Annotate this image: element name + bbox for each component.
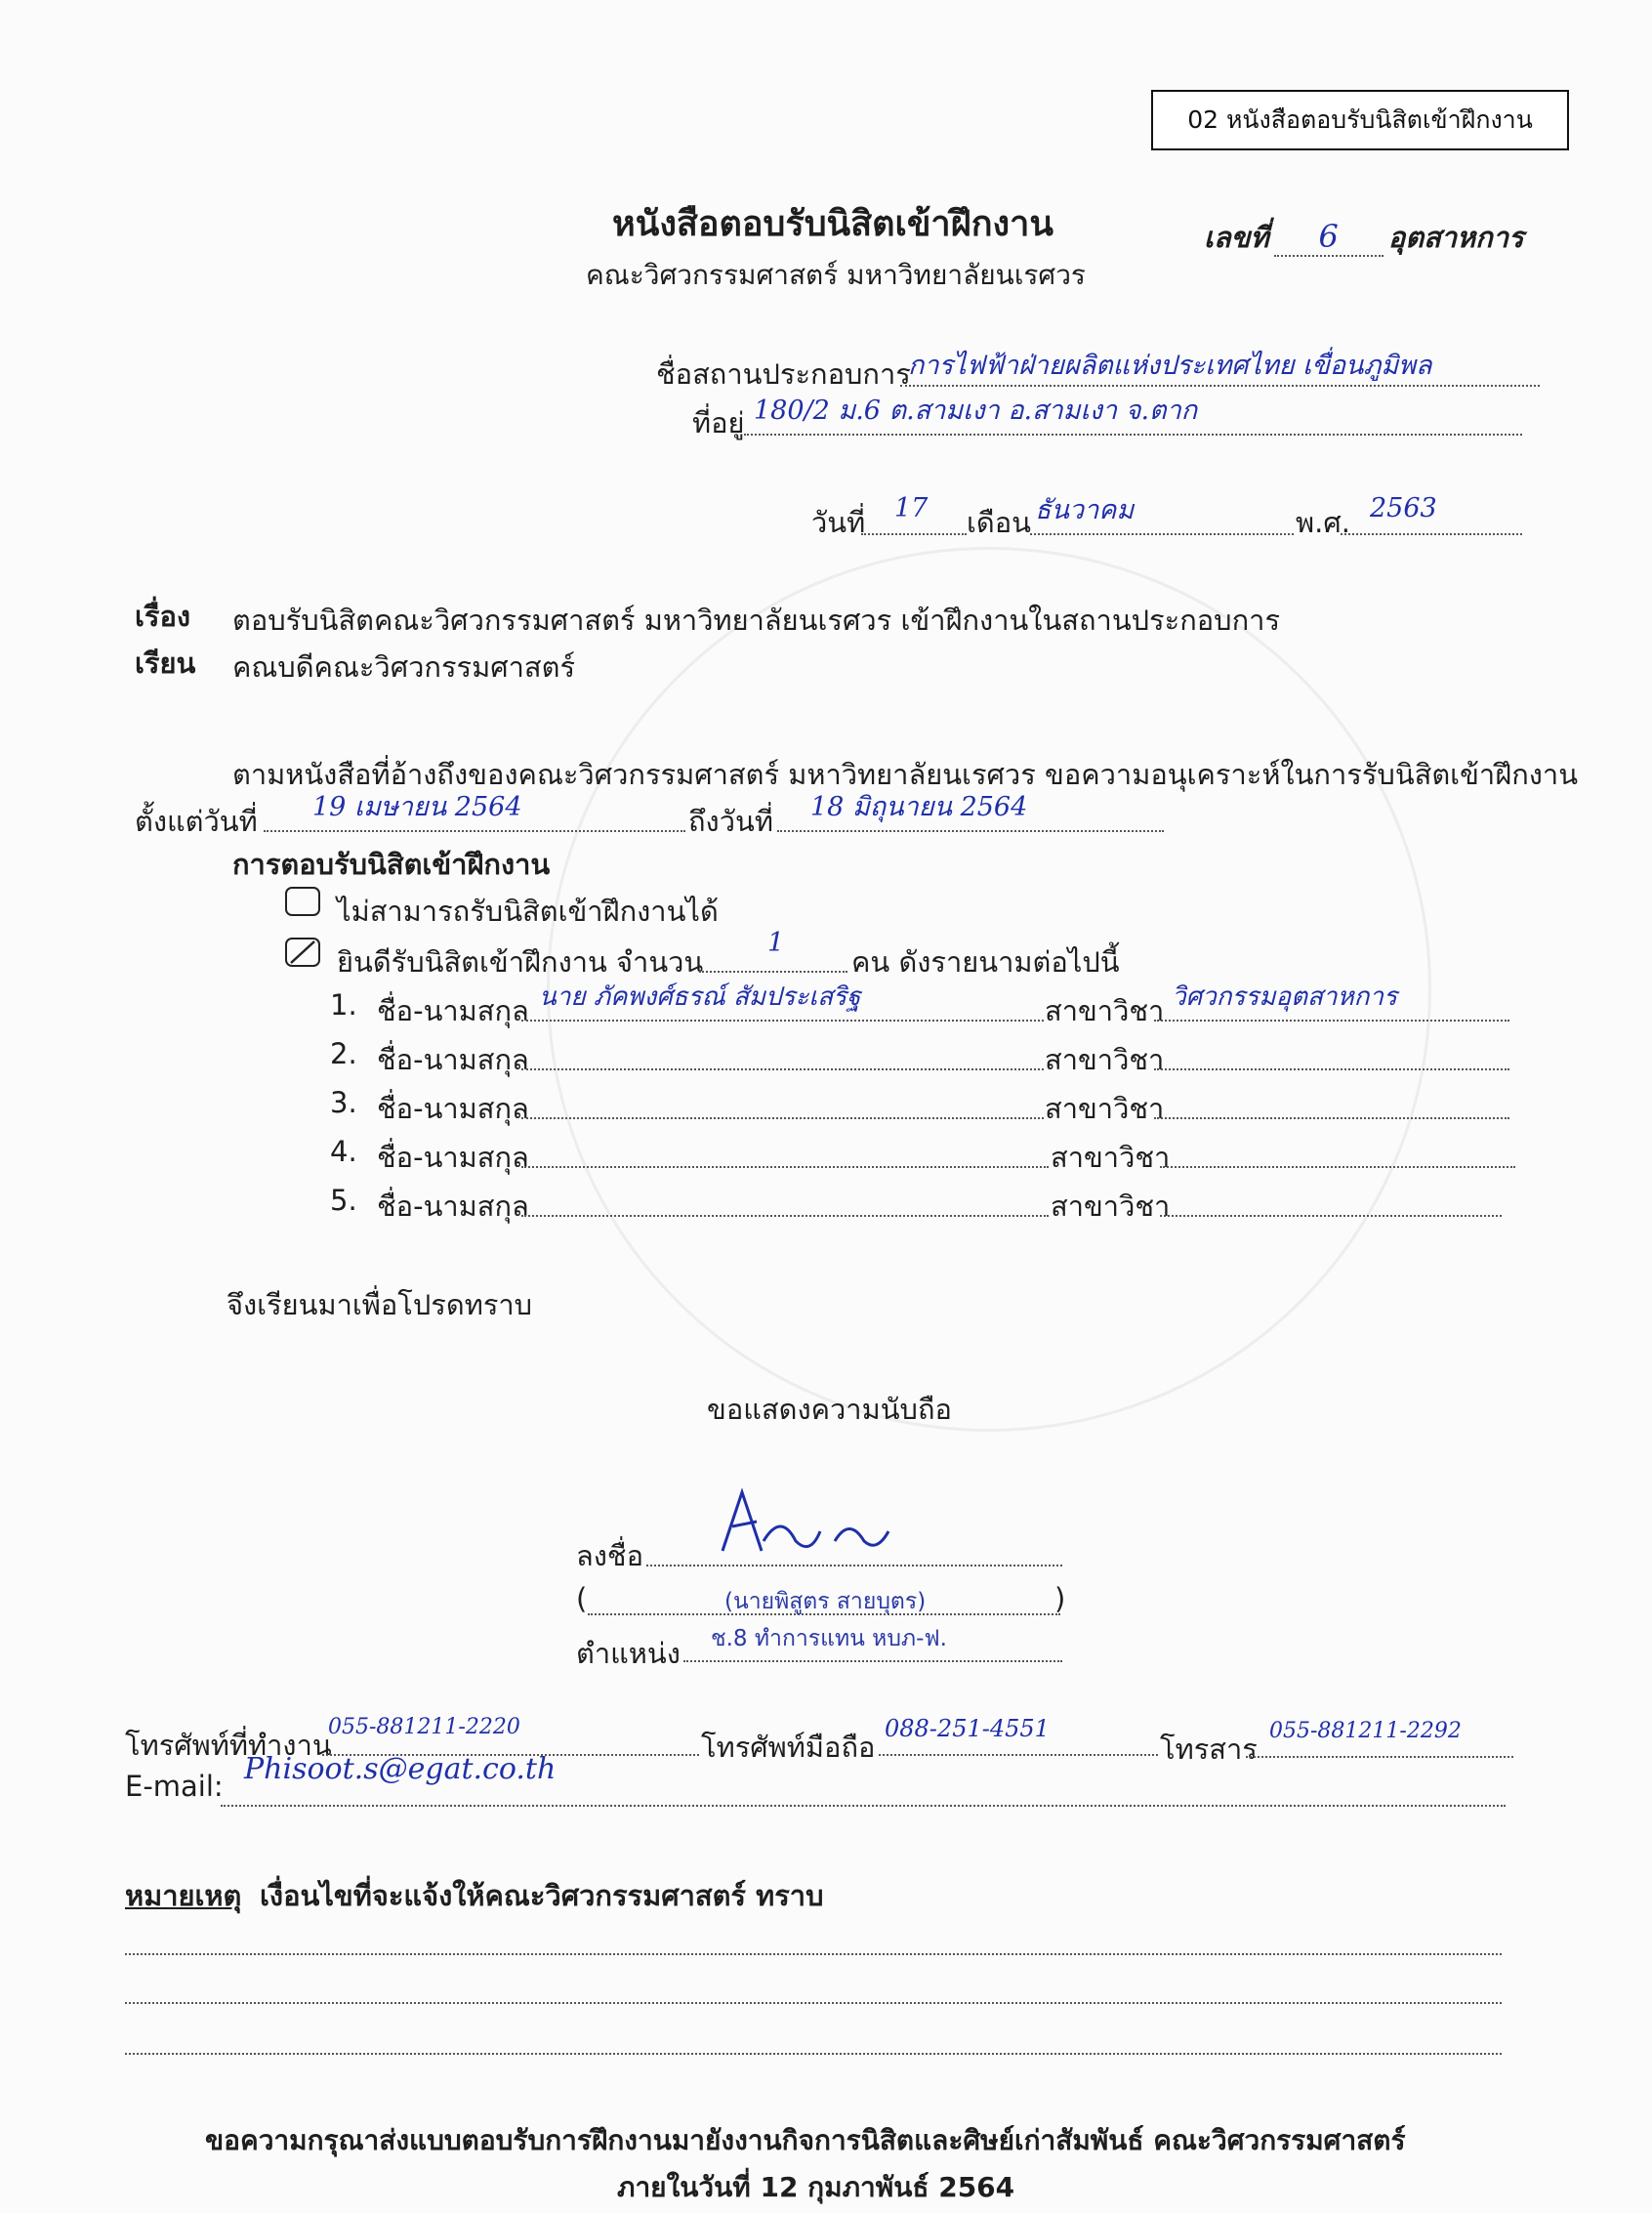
page-title: หนังสือตอบรับนิสิตเข้าฝึกงาน bbox=[612, 204, 1053, 244]
student-no: 3. bbox=[330, 1086, 357, 1119]
sign-label: ลงชื่อ bbox=[576, 1539, 644, 1572]
mobile-phone-label: โทรศัพท์มือถือ bbox=[701, 1731, 876, 1764]
regards-text: ขอแสดงความนับถือ bbox=[707, 1393, 952, 1426]
company-name-value: การไฟฟ้าฝ่ายผลิตแห่งประเทศไทย เขื่อนภูมิพล bbox=[908, 351, 1432, 381]
subject-text: ตอบรับนิสิตคณะวิศวกรรมศาสตร์ มหาวิทยาลัยนเรศวร เข้าฝึกงานในสถานประกอบการ bbox=[232, 604, 1281, 637]
closing-text: จึงเรียนมาเพื่อโปรดทราบ bbox=[227, 1288, 533, 1321]
student-no: 2. bbox=[330, 1037, 357, 1070]
student-name-label: ชื่อ-นามสกุล bbox=[377, 1043, 529, 1076]
student-name: นาย ภัคพงศ์ธรณ์ สัมประเสริฐ bbox=[539, 982, 861, 1012]
fax-label: โทรสาร bbox=[1160, 1733, 1258, 1766]
doc-no-value: 6 bbox=[1318, 218, 1339, 255]
page-subtitle: คณะวิศวกรรมศาสตร์ มหาวิทยาลัยนเรศวร bbox=[586, 259, 1086, 291]
student-major-label: สาขาวิชา bbox=[1045, 994, 1165, 1027]
date-year: 2563 bbox=[1370, 493, 1437, 523]
address-label: ที่อยู่ bbox=[692, 406, 745, 439]
student-major-label: สาขาวิชา bbox=[1051, 1141, 1171, 1174]
fax-number: 055-881211-2292 bbox=[1269, 1719, 1462, 1743]
student-no: 1. bbox=[330, 988, 357, 1022]
student-no: 5. bbox=[330, 1184, 357, 1217]
paren-close: ) bbox=[1054, 1582, 1066, 1615]
email-label: E-mail: bbox=[125, 1770, 224, 1803]
office-phone-label: โทรศัพท์ที่ทำงาน bbox=[125, 1729, 332, 1762]
check-mark-icon bbox=[285, 938, 320, 967]
student-major-label: สาขาวิชา bbox=[1045, 1043, 1165, 1076]
doc-no-suffix: อุตสาหการ bbox=[1387, 221, 1524, 254]
email-address: Phisoot.s@egat.co.th bbox=[244, 1752, 557, 1786]
signer-name: (นายพิสูตร สายบุตร) bbox=[724, 1589, 927, 1614]
accept-option-label: ยินดีรับนิสิตเข้าฝึกงาน จำนวน bbox=[337, 945, 704, 979]
date-month-label: เดือน bbox=[967, 506, 1031, 539]
handwritten-signature bbox=[703, 1482, 918, 1570]
footer-deadline: ภายในวันที่ 12 กุมภาพันธ์ 2564 bbox=[617, 2171, 1015, 2203]
accept-count: 1 bbox=[767, 928, 785, 958]
company-name-label: ชื่อสถานประกอบการ bbox=[656, 357, 911, 391]
student-name-label: ชื่อ-นามสกุล bbox=[377, 1190, 529, 1223]
student-name-label: ชื่อ-นามสกุล bbox=[377, 994, 529, 1027]
position-label: ตำแหน่ง bbox=[576, 1637, 681, 1670]
period-to-value: 18 มิถุนายน 2564 bbox=[810, 792, 1028, 822]
period-from-label: ตั้งแต่วันที่ bbox=[135, 805, 258, 838]
note-label: หมายเหตุ bbox=[125, 1879, 242, 1912]
date-day-label: วันที่ bbox=[811, 506, 866, 539]
mobile-phone: 088-251-4551 bbox=[885, 1715, 1050, 1742]
form-code-badge: 02 หนังสือตอบรับนิสิตเข้าฝึกงาน bbox=[1151, 90, 1569, 150]
student-name-label: ชื่อ-นามสกุล bbox=[377, 1092, 529, 1125]
note-text: เงื่อนไขที่จะแจ้งให้คณะวิศวกรรมศาสตร์ ทราบ bbox=[260, 1879, 824, 1912]
accept-option-suffix: คน ดังรายนามต่อไปนี้ bbox=[851, 945, 1120, 979]
address-value: 180/2 ม.6 ต.สามเงา อ.สามเงา จ.ตาก bbox=[754, 396, 1198, 426]
student-name-label: ชื่อ-นามสกุล bbox=[377, 1141, 529, 1174]
date-month: ธันวาคม bbox=[1035, 495, 1135, 525]
student-no: 4. bbox=[330, 1135, 357, 1168]
date-year-label: พ.ศ. bbox=[1296, 506, 1350, 539]
period-from-value: 19 เมษายน 2564 bbox=[312, 792, 522, 822]
to-label: เรียน bbox=[135, 647, 196, 680]
student-major-label: สาขาวิชา bbox=[1045, 1092, 1165, 1125]
decline-checkbox[interactable] bbox=[285, 887, 320, 916]
decline-option-label: ไม่สามารถรับนิสิตเข้าฝึกงานได้ bbox=[337, 895, 719, 928]
period-to-label: ถึงวันที่ bbox=[688, 805, 773, 838]
to-text: คณบดีคณะวิศวกรรมศาสตร์ bbox=[232, 650, 576, 684]
accept-checkbox[interactable] bbox=[285, 938, 320, 967]
signer-position: ช.8 ทำการแทน หบภ-ฟ. bbox=[711, 1626, 947, 1651]
date-day: 17 bbox=[894, 493, 929, 523]
subject-label: เรื่อง bbox=[135, 600, 191, 633]
footer-instruction: ขอความกรุณาส่งแบบตอบรับการฝึกงานมายังงานกิจการนิสิตและศิษย์เก่าสัมพันธ์ คณะวิศวกรรมศาสตร์ bbox=[205, 2124, 1406, 2156]
body-paragraph: ตามหนังสือที่อ้างถึงของคณะวิศวกรรมศาสตร์ มหาวิทยาลัยนเรศวร ขอความอนุเคราะห์ในการรับนิสิตเข้าฝึกงาน bbox=[232, 758, 1579, 791]
response-heading: การตอบรับนิสิตเข้าฝึกงาน bbox=[232, 848, 551, 881]
office-phone: 055-881211-2220 bbox=[328, 1715, 520, 1739]
paren-open: ( bbox=[576, 1582, 588, 1615]
student-major-label: สาขาวิชา bbox=[1051, 1190, 1171, 1223]
document-number bbox=[1204, 215, 1524, 260]
doc-no-label: เลขที่ bbox=[1204, 221, 1269, 254]
student-major: วิศวกรรมอุตสาหการ bbox=[1172, 982, 1397, 1012]
